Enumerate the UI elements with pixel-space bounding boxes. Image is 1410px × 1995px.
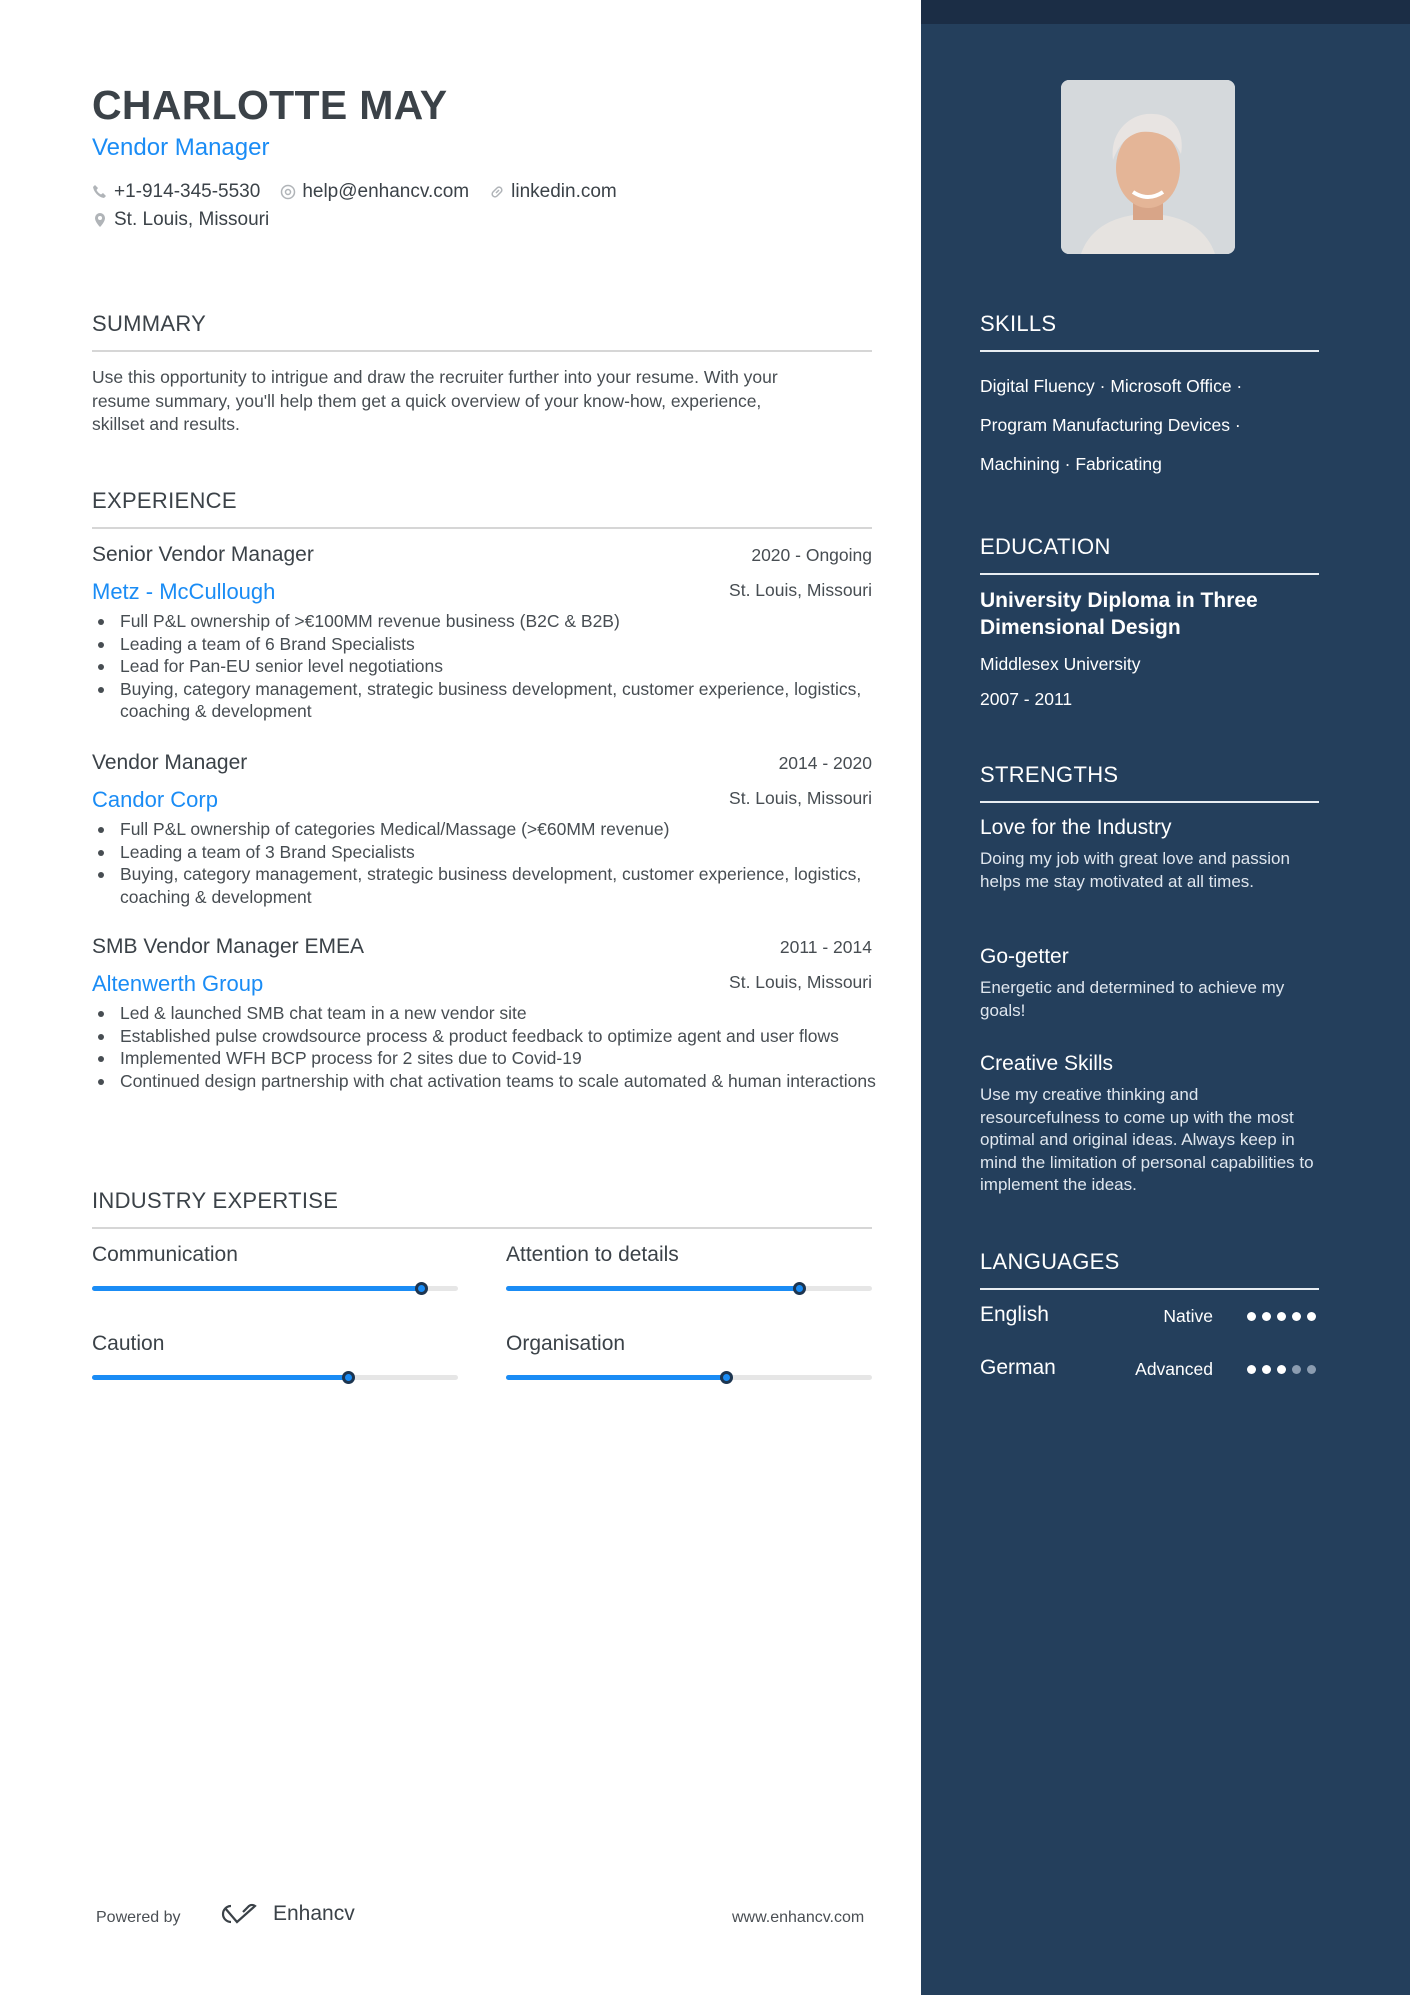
contact-row: [92, 181, 617, 203]
language-level: Native: [1163, 1306, 1213, 1326]
divider: [980, 801, 1319, 803]
strength-item: [980, 945, 1320, 1022]
location-row: [92, 209, 269, 231]
skills-list: [980, 367, 1242, 484]
education-years: 2007 - 2011: [980, 689, 1073, 709]
proficiency-dot: [1247, 1312, 1256, 1321]
job-location: St. Louis, Missouri: [729, 788, 872, 808]
sidebar-topbar: [921, 0, 1410, 24]
strength-desc: Use my creative thinking and resourcefulness to come up with the most optimal and original ideas. Always keep in mind the limitation of personal capabilities to implement the ideas.: [980, 1085, 1314, 1194]
experience-heading: EXPERIENCE: [92, 488, 237, 513]
footer-url[interactable]: www.enhancv.com: [732, 1909, 865, 1926]
expertise-label: Organisation: [506, 1332, 626, 1355]
job-dates: 2020 - Ongoing: [751, 545, 872, 565]
enhancv-logo-icon: [215, 1902, 263, 1926]
proficiency-dot: [1307, 1365, 1316, 1374]
expertise-label: Caution: [92, 1332, 165, 1355]
skill-line: Program Manufacturing Devices ·: [980, 415, 1241, 435]
expertise-bar-fill: [92, 1286, 421, 1291]
summary-text: [92, 366, 882, 437]
expertise-bar-knob: [720, 1371, 733, 1384]
location-pin-icon: [92, 212, 108, 228]
education-heading: EDUCATION: [980, 534, 1111, 559]
job-location: St. Louis, Missouri: [729, 580, 872, 600]
job-position: Vendor Manager: [92, 751, 248, 774]
expertise-bar-fill: [506, 1375, 726, 1380]
expertise-bar-knob: [415, 1282, 428, 1295]
phone-icon: [92, 184, 108, 200]
job-title: Vendor Manager: [92, 134, 270, 161]
link-icon: [489, 184, 505, 200]
strengths-heading: STRENGTHS: [980, 762, 1119, 787]
divider: [980, 350, 1319, 352]
proficiency-dot: [1277, 1365, 1286, 1374]
job-bullets: [92, 818, 882, 908]
bullet-item: Lead for Pan-EU senior level negotiations: [92, 655, 882, 678]
job-location: St. Louis, Missouri: [729, 972, 872, 992]
bullet-item: Led & launched SMB chat team in a new vendor site: [92, 1002, 882, 1025]
bullet-item: Established pulse crowdsource process & product feedback to optimize agent and user flows: [92, 1025, 882, 1048]
enhancv-logo[interactable]: [215, 1902, 355, 1926]
company-name[interactable]: Candor Corp: [92, 787, 218, 812]
phone[interactable]: +1-914-345-5530: [114, 181, 261, 202]
proficiency-dot: [1307, 1312, 1316, 1321]
divider: [980, 573, 1319, 575]
expertise-bar-knob: [342, 1371, 355, 1384]
summary-heading: SUMMARY: [92, 311, 207, 336]
proficiency-dot: [1292, 1312, 1301, 1321]
location: St. Louis, Missouri: [114, 209, 270, 230]
job-position: Senior Vendor Manager: [92, 543, 314, 566]
company-name[interactable]: Metz - McCullough: [92, 579, 276, 604]
divider: [92, 527, 872, 529]
proficiency-dot: [1247, 1365, 1256, 1374]
job-bullets: [92, 610, 882, 723]
strength-title: Go-getter: [980, 945, 1069, 968]
strength-title: Love for the Industry: [980, 816, 1172, 839]
expertise-bar: [92, 1375, 458, 1380]
portrait-icon: [1061, 80, 1235, 254]
bullet-item: Buying, category management, strategic business development, customer experience, logistics, coaching & development: [92, 863, 882, 908]
bullet-item: Full P&L ownership of >€100MM revenue business (B2C & B2B): [92, 610, 882, 633]
bullet-item: Continued design partnership with chat activation teams to scale automated & human interactions: [92, 1070, 882, 1093]
brand-name: Enhancv: [273, 1902, 355, 1925]
skill-line: Digital Fluency · Microsoft Office ·: [980, 376, 1243, 396]
job-position: SMB Vendor Manager EMEA: [92, 935, 364, 958]
language-name: German: [980, 1356, 1056, 1379]
divider: [980, 1288, 1319, 1290]
language-proficiency-dots: [1247, 1365, 1316, 1374]
job-dates: 2011 - 2014: [779, 937, 872, 957]
expertise-label: Communication: [92, 1243, 238, 1266]
expertise-bar: [92, 1286, 458, 1291]
bullet-item: Implemented WFH BCP process for 2 sites due to Covid-19: [92, 1047, 882, 1070]
strength-item: [980, 1052, 1320, 1197]
linkedin-link[interactable]: linkedin.com: [511, 181, 617, 202]
strength-desc: Doing my job with great love and passion helps me stay motivated at all times.: [980, 849, 1290, 891]
bullet-item: Buying, category management, strategic business development, customer experience, logistics, coaching & development: [92, 678, 882, 723]
proficiency-dot: [1262, 1312, 1271, 1321]
powered-by: Powered by: [96, 1909, 181, 1926]
expertise-bar: [506, 1375, 872, 1380]
bullet-item: Leading a team of 3 Brand Specialists: [92, 841, 882, 864]
profile-photo: [1061, 80, 1235, 254]
skill-line: Machining · Fabricating: [980, 454, 1162, 474]
bullet-item: Leading a team of 6 Brand Specialists: [92, 633, 882, 656]
proficiency-dot: [1292, 1365, 1301, 1374]
job-dates: 2014 - 2020: [778, 753, 872, 773]
strength-desc: Energetic and determined to achieve my goals!: [980, 978, 1285, 1020]
expertise-bar-fill: [92, 1375, 348, 1380]
expertise-bar-fill: [506, 1286, 799, 1291]
strength-title: Creative Skills: [980, 1052, 1114, 1075]
divider: [92, 1227, 872, 1229]
candidate-name: CHARLOTTE MAY: [92, 82, 448, 128]
language-level: Advanced: [1135, 1359, 1213, 1379]
summary-line: Use this opportunity to intrigue and draw the recruiter further into your resume. With your: [92, 367, 778, 387]
at-icon: [280, 184, 296, 200]
languages-heading: LANGUAGES: [980, 1249, 1120, 1274]
job-bullets: [92, 1002, 882, 1092]
strength-item: [980, 816, 1320, 893]
email[interactable]: help@enhancv.com: [302, 181, 470, 202]
bullet-item: Full P&L ownership of categories Medical/Massage (>€60MM revenue): [92, 818, 882, 841]
expertise-bar: [506, 1286, 872, 1291]
summary-line: resume summary, you'll help them get a quick overview of your know-how, experience,: [92, 390, 762, 411]
language-name: English: [980, 1303, 1049, 1326]
language-proficiency-dots: [1247, 1312, 1316, 1321]
expertise-label: Attention to details: [506, 1243, 679, 1266]
proficiency-dot: [1277, 1312, 1286, 1321]
school: Middlesex University: [980, 654, 1141, 674]
summary-line: skillset and results.: [92, 414, 240, 434]
expertise-heading: INDUSTRY EXPERTISE: [92, 1188, 339, 1213]
divider: [92, 350, 872, 352]
proficiency-dot: [1262, 1365, 1271, 1374]
expertise-bar-knob: [793, 1282, 806, 1295]
skills-heading: SKILLS: [980, 311, 1057, 336]
degree: University Diploma in Three Dimensional Design: [980, 589, 1258, 639]
company-name[interactable]: Altenwerth Group: [92, 971, 264, 996]
